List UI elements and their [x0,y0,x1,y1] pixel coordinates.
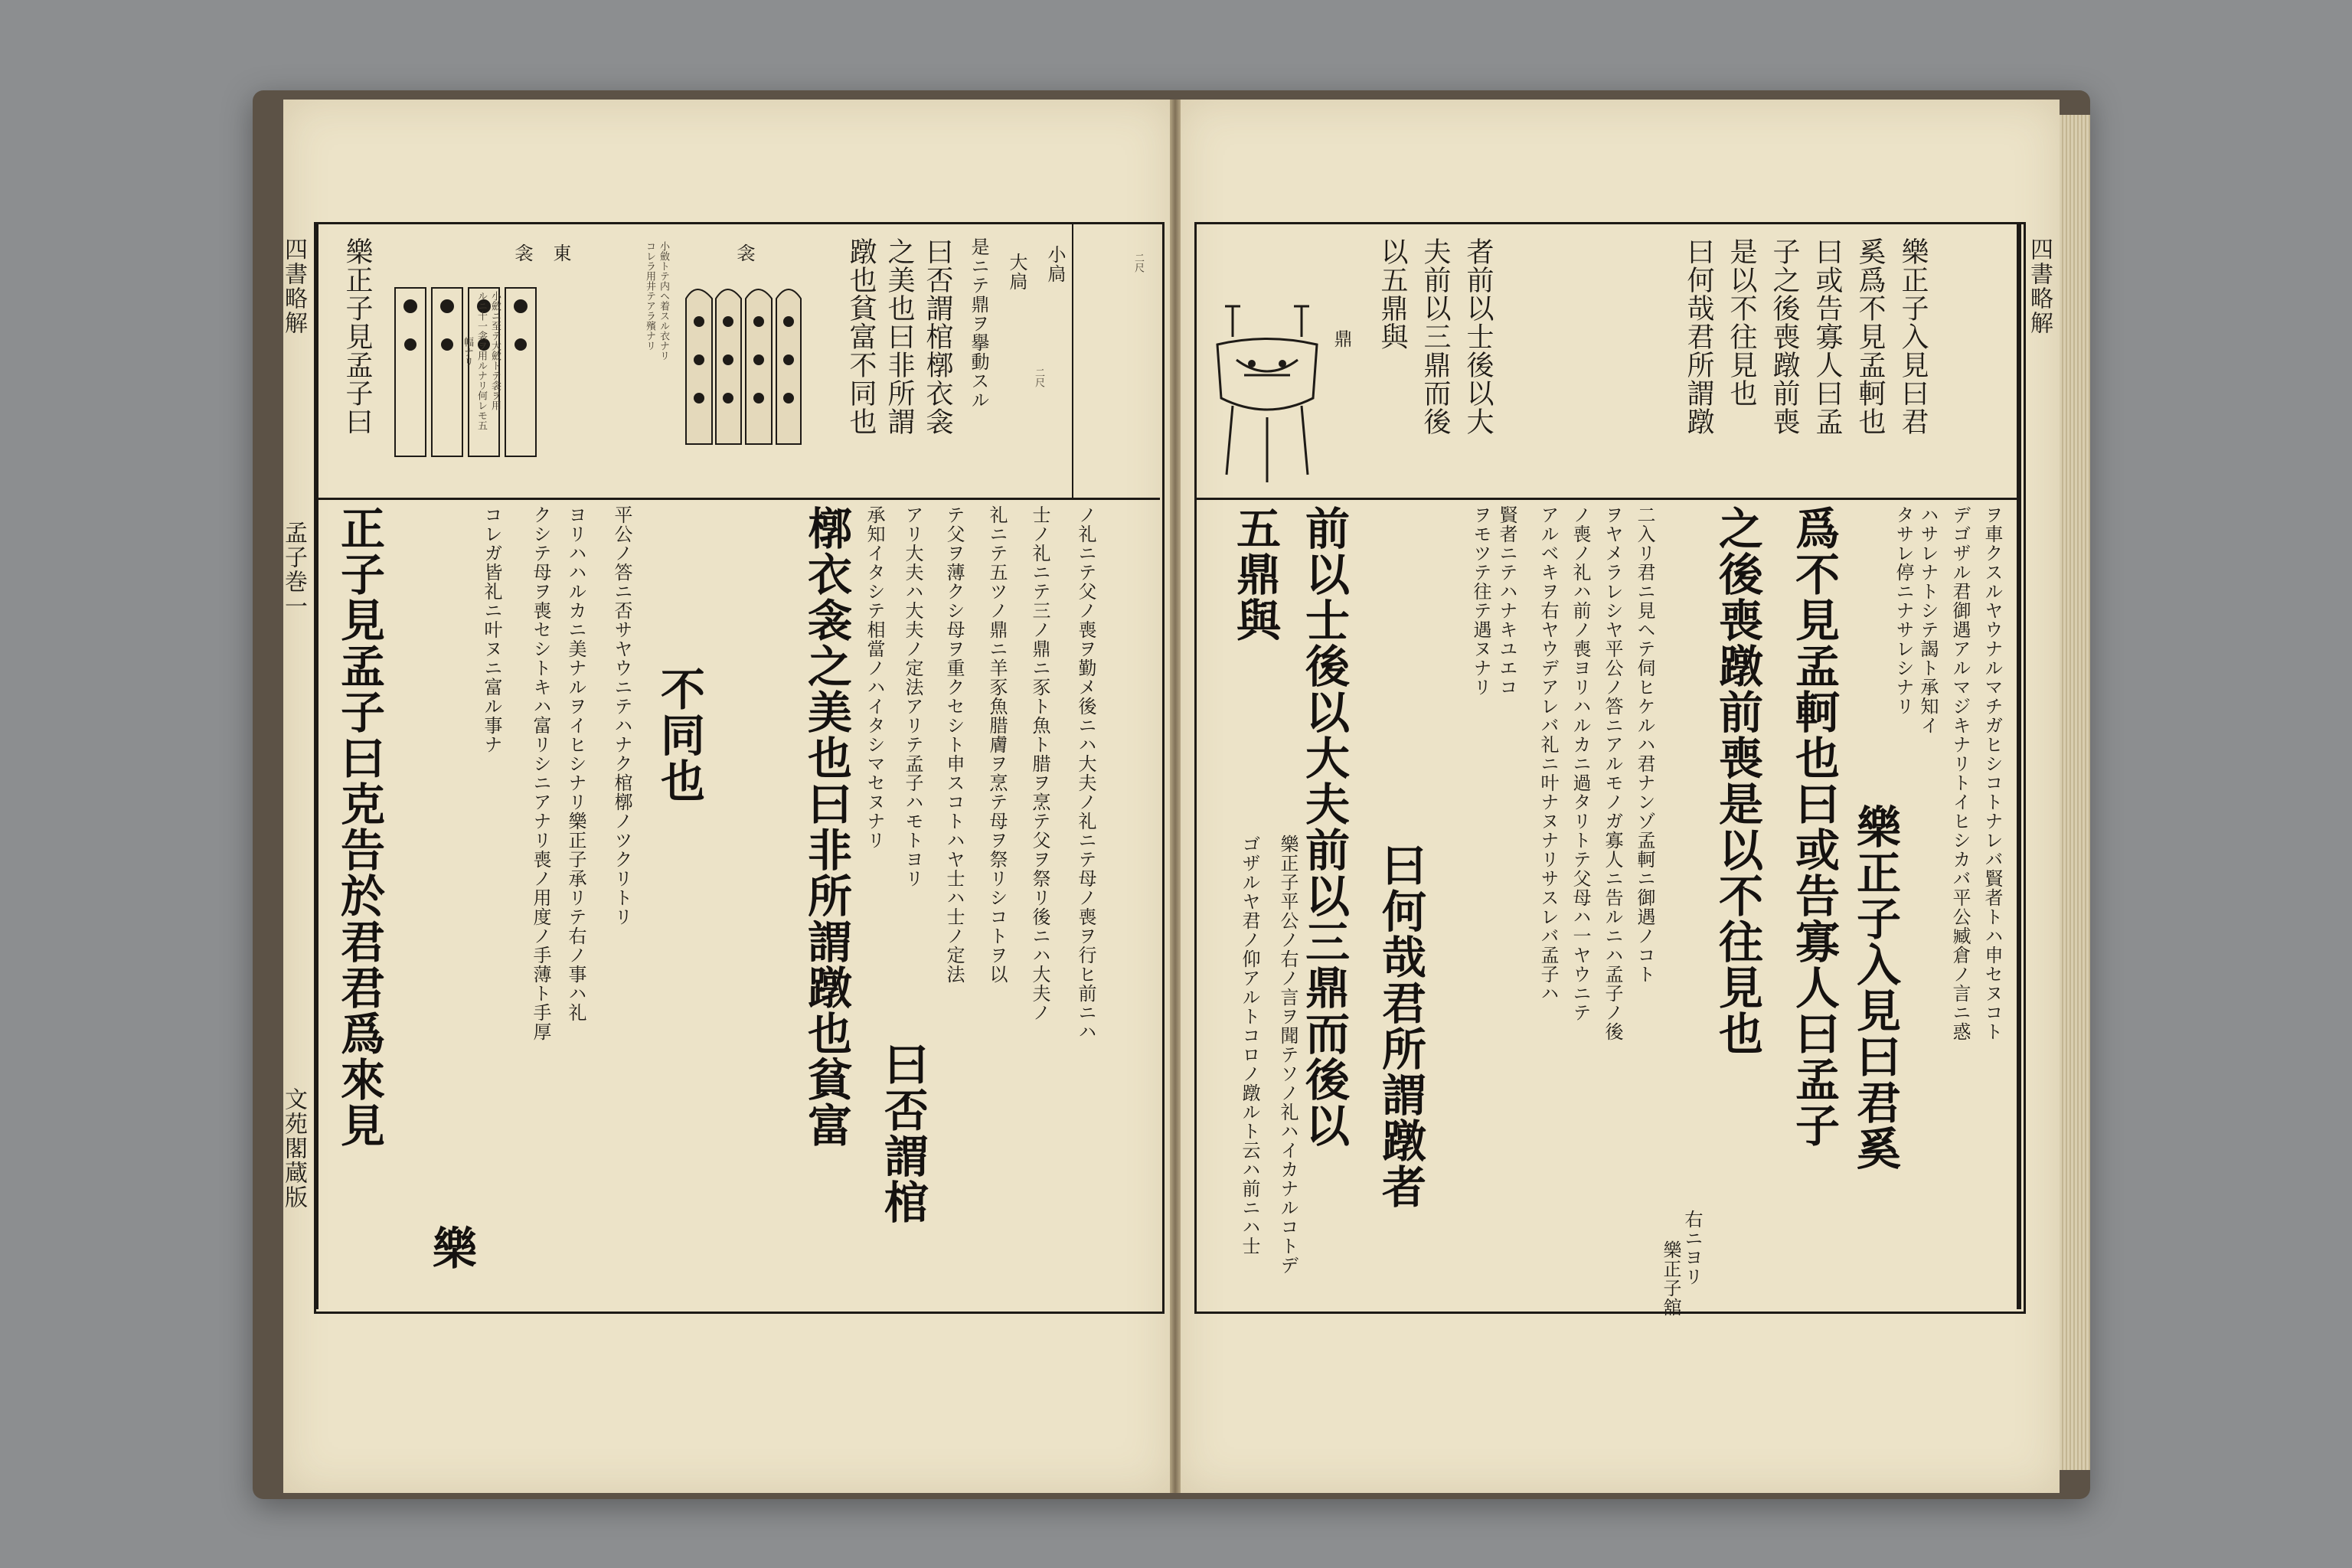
left-main-col-1: 正子見孟子曰克告於君君爲來見 [333,505,385,1148]
right-header-text-6: 曰何哉君所謂蹾 [1683,237,1714,436]
left-side-title: 四書略解 [280,237,307,335]
shroud-label-east: 東 [550,243,571,263]
left-header-note-divider [1072,222,1073,498]
left-side-margin-rule [314,222,318,1309]
right-main-col-4: タサレ停ニナサレシナリ [1893,505,1914,716]
left-main-col-3: クシテ母ヲ喪セシトキハ富リシニアナリ喪ノ用度ノ手薄ト手厚 [530,505,551,1041]
left-main-col-11: 礼ニテ五ツノ鼎ニ羊豕魚腊膚ヲ烹テ母ヲ祭リシコトヲ以 [986,505,1008,984]
dimension-label-a: 二尺 [1132,253,1144,273]
right-side-title: 四書略解 [2026,237,2053,335]
vessel-label: 鼎 [1331,329,1352,348]
right-main-col-15: 賢者ニテハナキユエコ [1496,505,1517,697]
shroud-label: 衾 [511,243,533,263]
left-header-note-2: 大扃 [1006,253,1027,291]
left-header-note-1: 是ニテ鼎ヲ擧動スル [968,237,989,410]
right-main-col-18: 五鼎與 [1229,505,1281,643]
right-main-col-17: 前以士後以大夫前以三鼎而後以 [1298,505,1350,1148]
shroud-illustration [390,283,559,470]
right-main-col-20: ゴザルヤ君ノ仰アルトコロノ蹾ルト云ハ前ニハ士 [1239,835,1260,1256]
right-main-col-5: 樂正子入見曰君奚 [1849,804,1901,1171]
shroud-box-illustration [681,276,804,462]
right-main-col-13: アルベキヲ右ヤウデアレバ礼ニ叶ナヌナリサスレバ孟子ハ [1537,505,1559,1003]
left-main-col-6: 平公ノ答ニ否サヤウニテハナク棺槨ノツクリトリ [611,505,632,926]
right-main-col-6: 爲不見孟軻也曰或告寡人曰孟子 [1788,505,1840,1148]
book-gutter [1170,100,1181,1493]
shroud-note-d: ルニ十一衾ヲ用ルナリ何レモ五 [475,291,487,430]
right-header-text-4: 子之後喪蹾前喪 [1769,237,1800,436]
right-header-text-8: 夫前以三鼎而後 [1419,237,1451,436]
shroud-note-b: コレラ用井テアラ殯ナリ [644,241,655,351]
page-edges [2060,115,2090,1470]
left-edge-character: 樂 [425,1225,477,1271]
left-header-text-4: 曰否謂棺槨衣衾 [922,237,953,436]
right-main-col-9: 樂正子舘 [1660,1240,1681,1317]
shroud-note-a: 小斂トテ内ヘ着スル衣ナリ [658,241,669,361]
left-side-publisher: 文苑閣蔵版 [280,1087,307,1210]
left-header-text-2: 蹾也貧富不同也 [845,237,877,436]
right-main-col-2: デゴザル君御遇アルマジキナリトイヒシカバ平公臧倉ノ言ニ惑 [1949,505,1971,1041]
left-header-note-3: 小扃 [1044,245,1066,283]
shroud-box-label: 衾 [733,243,755,263]
right-main-col-14: 曰何哉君所謂蹾者 [1374,842,1426,1210]
left-main-col-5: 不同也 [653,666,705,804]
left-header-text-1: 樂正子見孟子曰 [341,237,373,436]
right-main-col-1: ヲ車クスルヤウナルマチガヒシコトナレバ賢者トハ申セヌコト [1981,505,2003,1041]
right-main-col-3: ハサレナトシテ謁ト承知イ [1917,505,1939,735]
left-main-col-9: アリ大夫ハ大夫ノ定法アリテ孟子ハモトヨリ [902,505,923,888]
right-header-text-2: 奚爲不見孟軻也 [1854,237,1886,436]
right-header-text-9: 以五鼎與 [1377,237,1408,351]
right-header-text-5: 是以不往見也 [1726,237,1757,407]
left-main-col-2: コレガ皆礼ニ叶ヌニ富ル事ナ [481,505,502,754]
right-header-divider [1194,498,2021,500]
left-main-col-12: 士ノ礼ニテ三ノ鼎ニ豕ト魚ト腊ヲ烹テ父ヲ祭リ後ニハ大夫ノ [1029,505,1050,1022]
left-main-col-14: 曰否謂棺 [877,1041,929,1225]
left-main-col-8: 承知イタシテ相當ノハイタシマセヌナリ [864,505,885,850]
left-main-col-7: 槨衣衾之美也曰非所謂蹾也貧富 [800,505,852,1148]
right-main-col-12: ノ喪ノ礼ハ前ノ喪ヨリハルカニ過タリトテ父母ハ一ヤウニテ [1570,505,1591,1022]
right-header-text-1: 樂正子入見曰君 [1897,237,1929,436]
shroud-note-e: 幅ナリ [462,337,473,367]
left-main-col-4: ヨリハハルカニ美ナルヲイヒシナリ樂正子承リテ右ノ事ハ礼 [565,505,586,1022]
right-main-col-8: 右ニヨリ [1681,1210,1703,1286]
dimension-label-b: 二尺 [1033,368,1044,387]
right-main-col-7: 之後喪蹾前喪是以不往見也 [1711,505,1763,1057]
right-main-col-11: ヲヤメラレシヤ平公ノ答ニアルモノガ寡人ニ告ルニハ孟子ノ後 [1602,505,1623,1041]
left-header-divider [314,498,1160,500]
right-main-col-19: 樂正子平公ノ右ノ言ヲ聞テソノ礼ハイカナルコトデ [1277,835,1298,1275]
right-side-margin-rule [2017,222,2021,1309]
left-main-col-10: テ父ヲ薄クシ母ヲ重クセシト申スコトハヤ士ハ士ノ定法 [943,505,965,984]
right-header-text-3: 曰或告寡人曰孟 [1811,237,1843,436]
tripod-vessel-illustration [1210,291,1325,493]
left-side-chapter: 孟子巻一 [280,521,307,619]
right-main-col-16: ヲモツテ往テ遇ヌナリ [1470,505,1491,697]
right-header-text-7: 者前以士後以大 [1462,237,1494,436]
left-main-col-13: ノ礼ニテ父ノ喪ヲ勤メ後ニハ大夫ノ礼ニテ母ノ喪ヲ行ヒ前ニハ [1075,505,1096,1041]
right-main-col-10: 二入リ君ニ見ヘテ伺ヒケルハ君ナンゾ孟軻ニ御遇ノコト [1634,505,1655,984]
shroud-note-c: 小斂ニ至テ大斂トテ衾ヲ用 [489,291,501,410]
left-header-text-3: 之美也曰非所謂 [884,237,915,436]
